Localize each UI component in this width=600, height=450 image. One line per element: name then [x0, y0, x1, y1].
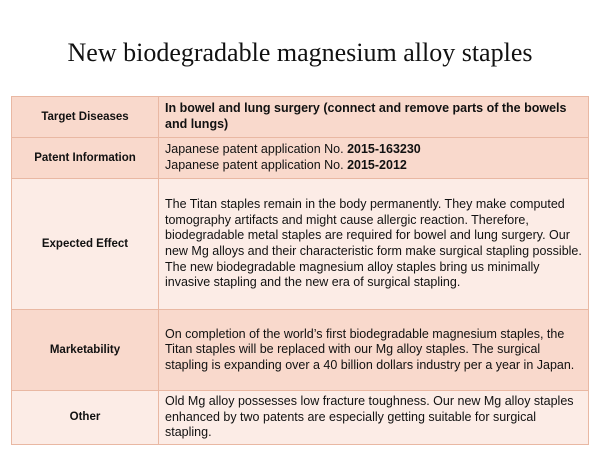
- row-label: Other: [12, 391, 159, 445]
- row-value: In bowel and lung surgery (connect and remove parts of the bowels and lungs): [159, 97, 589, 138]
- table-row-patent-information: [12, 138, 589, 179]
- slide-title: New biodegradable magnesium alloy staples: [67, 38, 533, 67]
- table-row-expected-effect: [12, 179, 589, 310]
- row-label: Expected Effect: [12, 179, 159, 310]
- row-value: On completion of the world’s first biodegradable magnesium staples, the Titan staples will be replaced with our Mg alloy staples. The surgical stapling is expanding over a 40 billion dollars industry per a year in Japan.: [159, 310, 589, 391]
- row-value: The Titan staples remain in the body permanently. They make computed tomography artifacts and might cause allergic reaction. Therefore, biodegradable metal staples are required for bowel and lung surgery. Our new Mg alloys and their characteristic form make surgical stapling possible. The new biodegradable magnesium alloy staples bring us minimally invasive stapling and the new era of surgical stapling.: [159, 179, 589, 310]
- row-label: Target Diseases: [12, 97, 159, 138]
- table-row-other: [12, 391, 589, 445]
- patent-line: Japanese patent application No. 2015-2012: [165, 158, 407, 172]
- row-label: Marketability: [12, 310, 159, 391]
- row-value: [159, 138, 589, 179]
- table-row-marketability: [12, 310, 589, 391]
- row-value: Old Mg alloy possesses low fracture toughness. Our new Mg alloy staples enhanced by two patents are especially getting suitable for surgical stapling.: [159, 391, 589, 445]
- info-table: [11, 96, 589, 445]
- row-label: Patent Information: [12, 138, 159, 179]
- table-row-target-diseases: [12, 97, 589, 138]
- patent-number: 2015-163230: [347, 142, 421, 157]
- patent-line: Japanese patent application No. 2015-163230: [165, 142, 421, 157]
- patent-number: 2015-2012: [347, 158, 407, 172]
